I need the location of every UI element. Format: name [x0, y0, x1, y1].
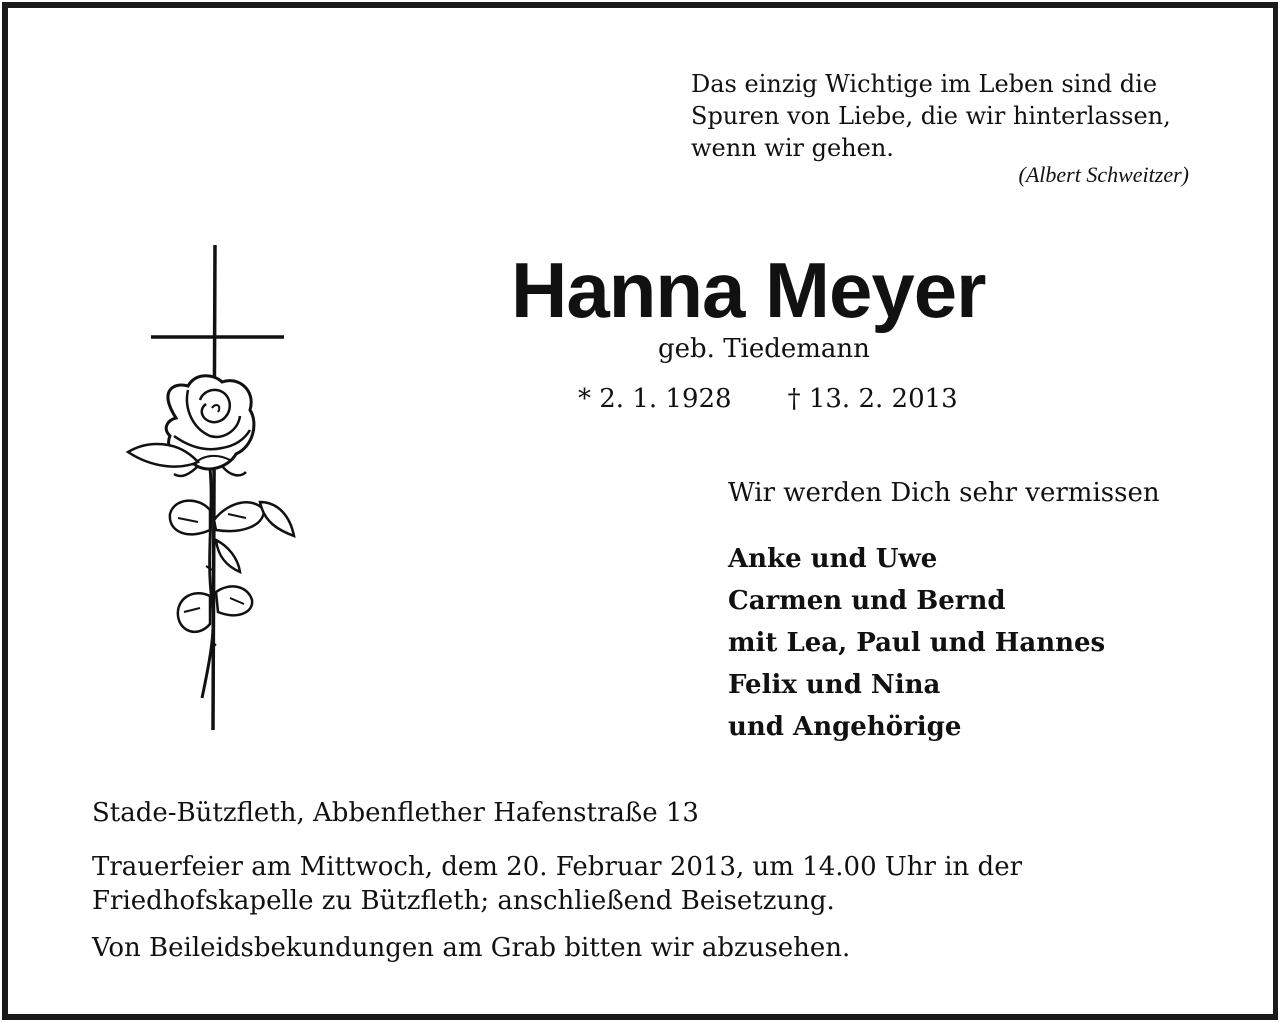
life-dates: [578, 384, 958, 414]
funeral-service-info: [92, 850, 1022, 918]
maiden-name: geb. Tiedemann: [658, 334, 870, 364]
quote-line: wenn wir gehen.: [691, 134, 894, 162]
mourner-line: mit Lea, Paul und Hannes: [728, 628, 1106, 658]
mourner-line: und Angehörige: [728, 712, 962, 742]
mourner-line: Anke und Uwe: [728, 544, 938, 574]
cross-with-rose-icon: [118, 240, 308, 740]
service-line: Friedhofskapelle zu Bützfleth; anschließend Beisetzung.: [92, 886, 835, 916]
mourners-list: [728, 538, 1105, 748]
condolence-note: Von Beileidsbekundungen am Grab bitten wir abzusehen.: [92, 933, 851, 963]
quote-author: (Albert Schweitzer): [1018, 162, 1189, 187]
obituary-frame: [2, 2, 1278, 1020]
quote-line: Das einzig Wichtige im Leben sind die: [691, 70, 1158, 98]
death-date: † 13. 2. 2013: [787, 384, 958, 414]
deceased-name: Hanna Meyer: [511, 246, 986, 334]
quote-line: Spuren von Liebe, die wir hinterlassen,: [691, 102, 1171, 130]
mourner-line: Carmen und Bernd: [728, 586, 1006, 616]
birth-date: * 2. 1. 1928: [578, 384, 732, 414]
service-line: Trauerfeier am Mittwoch, dem 20. Februar 2013, um 14.00 Uhr in der: [92, 852, 1023, 882]
farewell-message: Wir werden Dich sehr vermissen: [728, 478, 1160, 508]
mourner-line: Felix und Nina: [728, 670, 941, 700]
quote: [691, 68, 1211, 164]
address: Stade-Bützfleth, Abbenflether Hafenstraße 13: [92, 798, 699, 828]
